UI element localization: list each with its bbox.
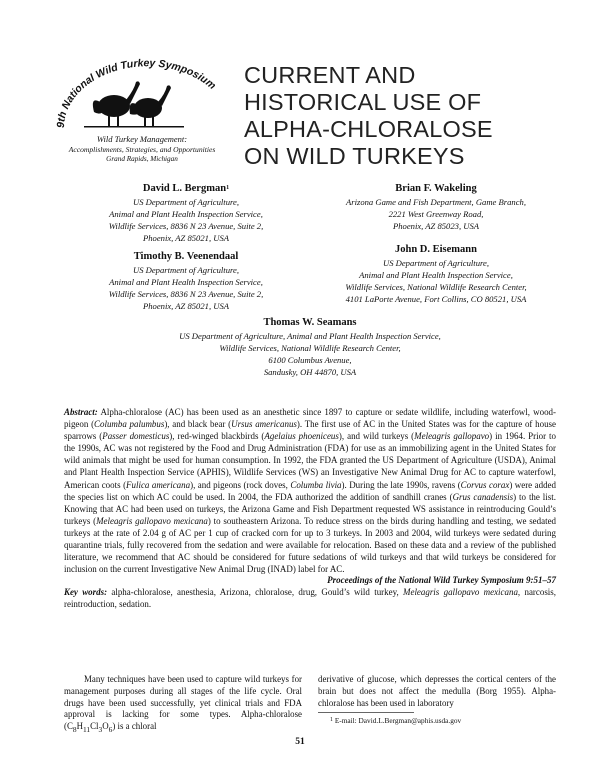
author-veenendaal <box>68 250 304 312</box>
logo-line3: Grand Rapids, Michigan <box>106 155 178 163</box>
logo-line2: Accomplishments, Strategies, and Opportunities <box>68 145 216 154</box>
affiliation-line: Phoenix, AZ 85021, USA <box>142 301 229 311</box>
logo-ring-text: 9th National Wild Turkey Symposium <box>54 57 219 129</box>
body-text-left-column: Many techniques have been used to capture wild turkeys for management purposes during all stages of the life cycle. Oral drugs have been used successfully, yet clinical trials and FDA approval is lacking for some types. Alpha-chloralose $(C_8H_{11}Cl_3O_6)$ is a chloral <box>64 674 302 734</box>
abstract-label: Abstract: <box>64 407 98 417</box>
affiliation-line: Wildlife Services, 8836 N 23 Avenue, Suite 2, <box>108 221 264 231</box>
keywords-label: Key words: <box>64 587 108 597</box>
affiliation-line: 6100 Columbus Avenue, <box>268 355 352 365</box>
logo-line1: Wild Turkey Management: <box>96 134 188 144</box>
keywords: Key words: alpha-chloralose, anesthesia, Arizona, chloralose, drug, Gould’s wild turkey, Meleagris gallopavo mexicana, narcosis, reintroduction, sedation. <box>64 587 557 610</box>
body-text-right-column: derivative of glucose, which depresses the cortical centers of the brain but does not affect the medulla (Borg 1955). Alpha-chloralose has been used in laboratory <box>318 674 556 708</box>
author-seamans <box>110 316 510 378</box>
affiliation-line: Wildlife Services, 8836 N 23 Avenue, Suite 2, <box>108 289 264 299</box>
footnote-divider <box>318 712 414 713</box>
author-name: Thomas W. Seamans <box>263 317 357 328</box>
author-name: John D. Eisemann <box>395 244 477 255</box>
symposium-logo <box>44 56 240 170</box>
footnote-marker: 1 <box>226 185 230 191</box>
author-name: David L. Bergman$^1$ <box>142 183 230 194</box>
affiliation-line: Sandusky, OH 44870, USA <box>263 367 357 377</box>
affiliation-line: Wildlife Services, National Wildlife Research Center, <box>345 282 527 292</box>
title-line-2: HISTORICAL USE OF <box>244 89 482 115</box>
proceedings-citation: Proceedings of the National Wild Turkey Symposium 9:51–57 <box>327 575 556 585</box>
affiliation-line: Arizona Game and Fish Department, Game Branch, <box>346 197 526 207</box>
abstract: Abstract: Alpha-chloralose (AC) has been used as an anesthetic since 1897 to capture or sedate wildlife, including waterfowl, wood-pigeon (Columba palumbus), and black bear (Ursus americanus). The first use of AC in the United States was for the capture of house sparrows (Passer domesticus), red-winged blackbirds (Agelaius phoeniceus), and wild turkeys (Meleagris gallopavo) in 1964. Prior to the 1990s, AC was not registered by the Food and Drug Administration (FDA) for use as an immobilizing agent in the United States for wild animals that might be used for human consumption. In 1992, the FDA granted the US Department of Agriculture (USDA), Animal and Plant Health Inspection Service (APHIS), Wildlife Services (WS) an Investigative New Animal Drug for AC to capture waterfowl, American coots (Fulica americana), and pigeons (rock doves, Columba livia). During the late 1990s, ravens (Corvus corax) were added the species list on which AC could be used. In 2004, the FDA authorized the addition of sandhill cranes (Grus canadensis) to the list. Knowing that AC had been used on turkeys, the Arizona Game and Fish Department requested WS assistance in reintroducing Gould’s turkeys (Meleagris gallopavo mexicana) to southeastern Arizona. To reduce stress on the birds during handling and testing, we sedated turkeys at the rate of 2.04 g of AC per 1 cup of cracked corn for up to 3 turkeys. In 2003 and 2004, wild turkeys were sedated during quarantine trials, fully recovered from the sedation and were available for relocation. Based on these data and a review of the published literature, we recommend that AC should be considered for future sedations of wild turkeys and that wild turkeys be considered for inclusion on the current Investigative New Animal Drug (INAD) label for AC. <box>64 407 557 575</box>
author-name: Brian F. Wakeling <box>395 183 477 194</box>
affiliation-line: Animal and Plant Health Inspection Service, <box>109 209 263 219</box>
affiliation-line: Phoenix, AZ 85021, USA <box>142 233 229 243</box>
affiliation-line: US Department of Agriculture, Animal and Plant Health Inspection Service, <box>179 331 441 341</box>
title-line-1: CURRENT AND <box>244 62 416 88</box>
author-bergman <box>68 182 304 244</box>
affiliation-line: 4101 LaPorte Avenue, Fort Collins, CO 80521, USA <box>345 294 527 304</box>
affiliation-line: 2221 West Greenway Road, <box>388 209 484 219</box>
author-name: Timothy B. Veenendaal <box>133 251 239 262</box>
turkeys-icon <box>84 81 184 127</box>
affiliation-line: Animal and Plant Health Inspection Service, <box>109 277 263 287</box>
affiliation-line: US Department of Agriculture, <box>133 197 239 207</box>
affiliation-line: Phoenix, AZ 85023, USA <box>392 221 479 231</box>
affiliation-line: Wildlife Services, National Wildlife Research Center, <box>219 343 401 353</box>
affiliation-line: Animal and Plant Health Inspection Service, <box>359 270 513 280</box>
title-line-3: ALPHA-CHLORALOSE <box>244 116 493 142</box>
author-eisemann <box>318 243 554 305</box>
page-number: 51 <box>295 737 305 747</box>
affiliation-line: US Department of Agriculture, <box>133 265 239 275</box>
paper-title <box>244 62 574 170</box>
footnote: $^1$ E-mail: David.L.Bergman@aphis.usda.gov <box>330 716 462 725</box>
affiliation-line: US Department of Agriculture, <box>383 258 489 268</box>
author-wakeling <box>318 182 554 232</box>
title-line-4: ON WILD TURKEYS <box>244 143 465 169</box>
